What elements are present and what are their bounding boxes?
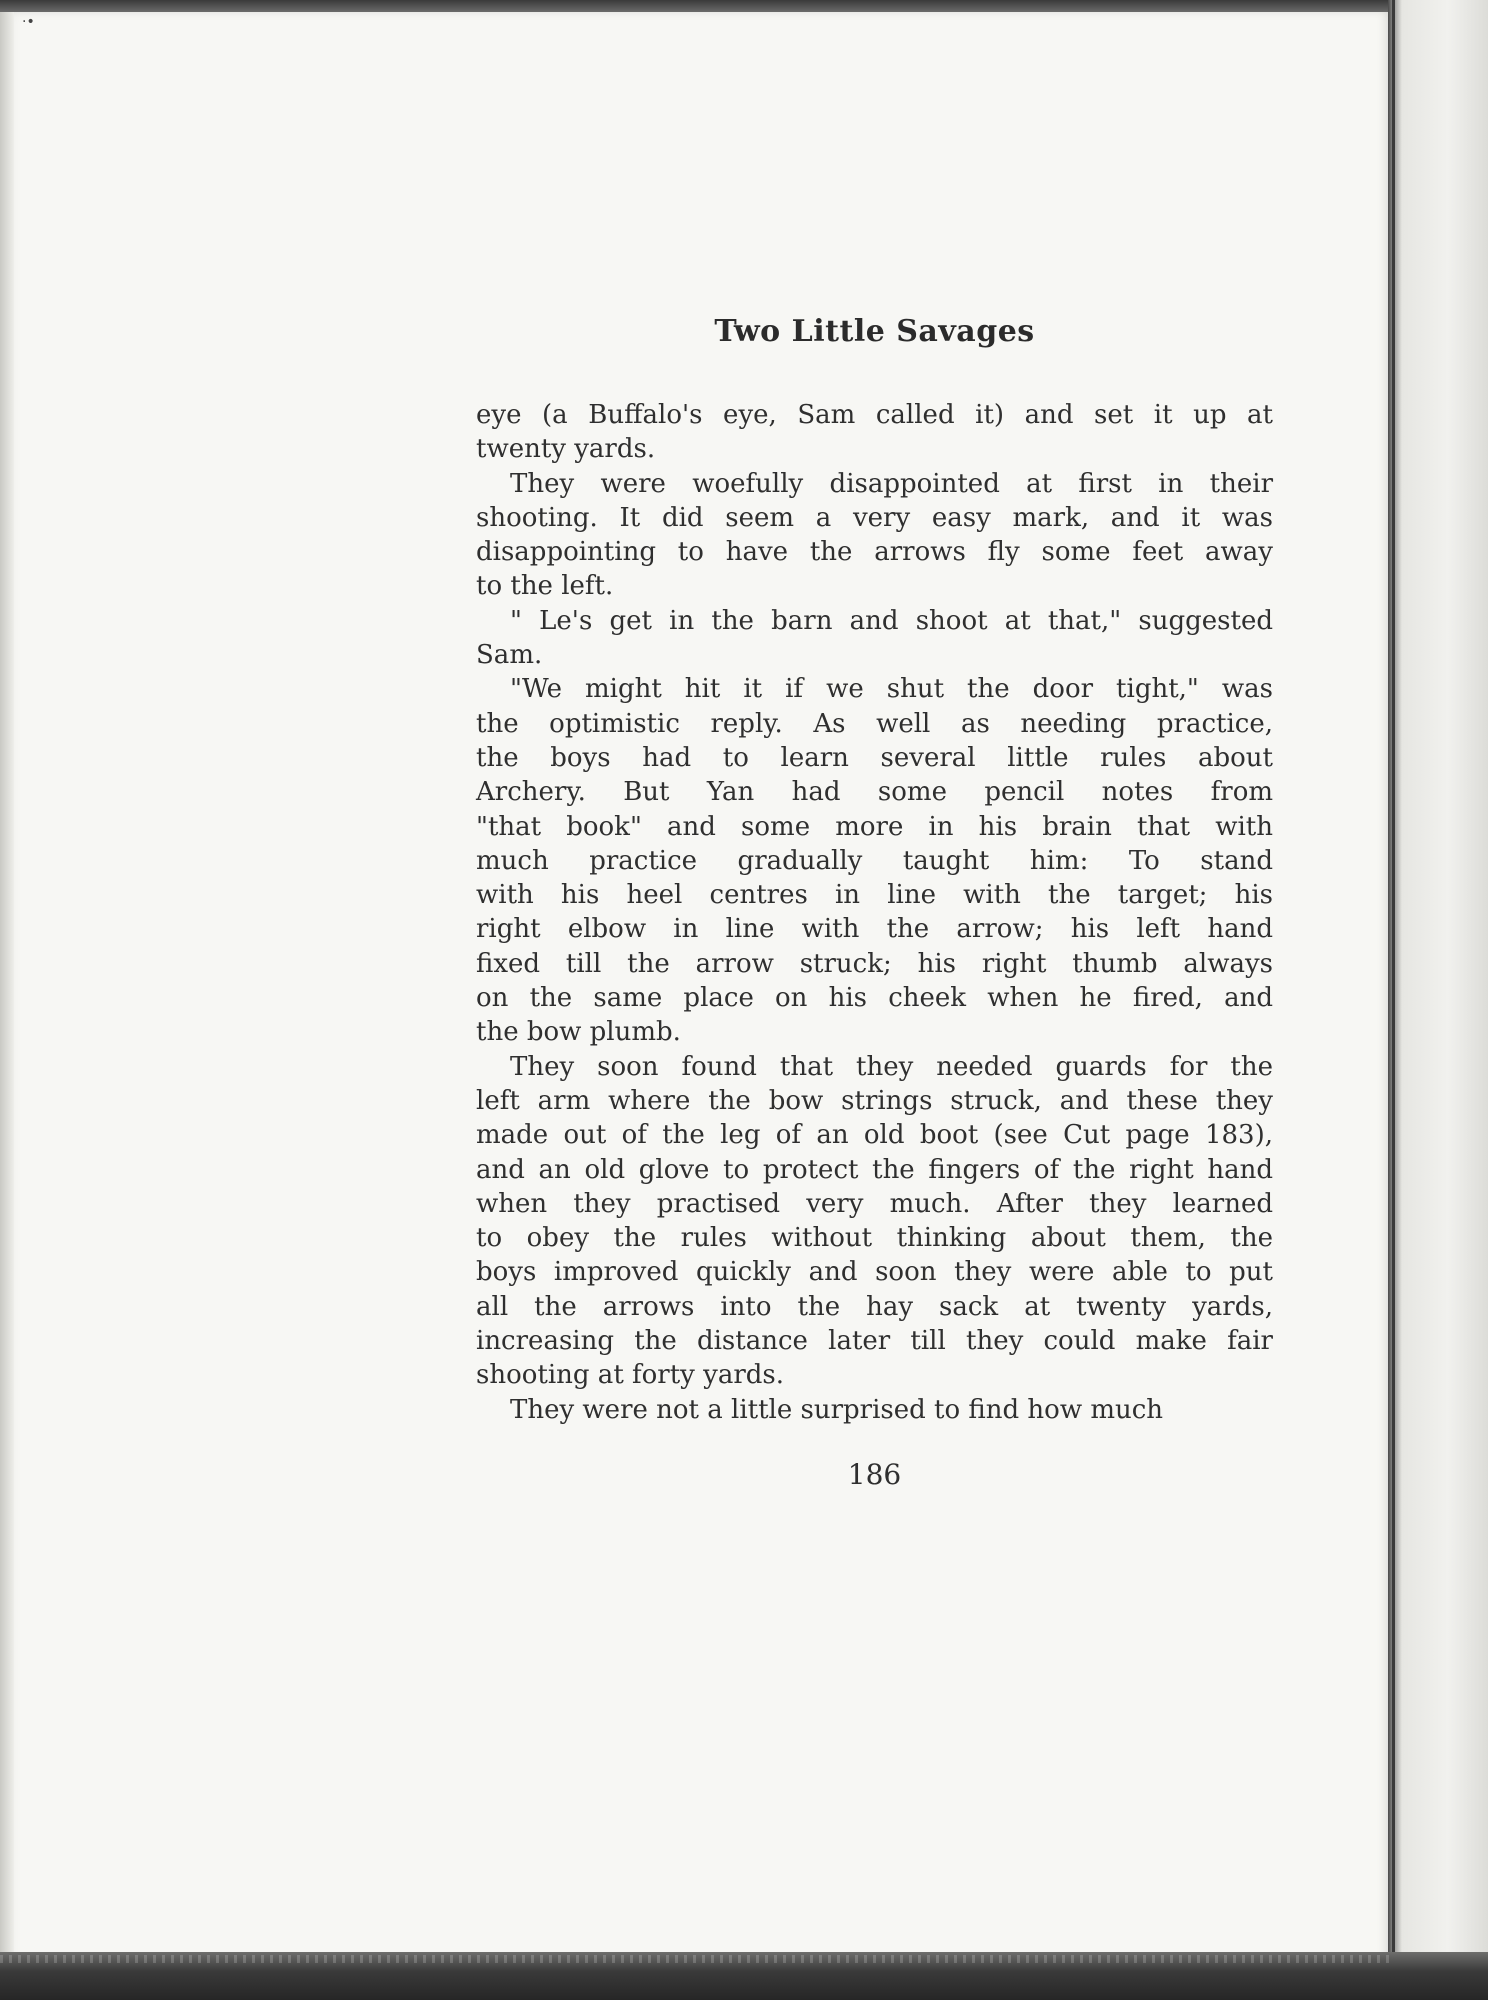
text-line: " Le's get in the barn and shoot at that," suggested	[510, 605, 1273, 636]
scan-corner-mark: ·•	[22, 14, 35, 30]
text-line: the bow plumb.	[476, 1017, 681, 1048]
text-line: "that book" and some more in his brain that with	[476, 811, 1273, 842]
text-line: increasing the distance later till they could make fair	[476, 1326, 1273, 1357]
text-line: the optimistic reply. As well as needing practice,	[476, 708, 1273, 739]
text-line: fixed till the arrow struck; his right thumb always	[476, 948, 1273, 979]
text-line: with his heel centres in line with the target; his	[476, 880, 1273, 911]
scan-bottom-noise	[0, 1955, 1392, 1963]
text-line: all the arrows into the hay sack at twenty yards,	[476, 1291, 1273, 1322]
text-line: when they practised very much. After they learned	[476, 1188, 1273, 1219]
text-line: right elbow in line with the arrow; his left hand	[476, 914, 1273, 945]
page-number: 186	[847, 1458, 902, 1491]
scan-top-edge	[0, 0, 1488, 12]
text-line: Sam.	[476, 640, 543, 671]
text-line: eye (a Buffalo's eye, Sam called it) and set it up at	[476, 400, 1273, 430]
text-line: They were woefully disappointed at first in their	[510, 468, 1273, 499]
text-line: shooting at forty yards.	[476, 1360, 785, 1391]
text-line: on the same place on his cheek when he fired, and	[476, 983, 1273, 1014]
text-line: the boys had to learn several little rules about	[476, 742, 1273, 773]
text-line: Archery. But Yan had some pencil notes from	[476, 777, 1273, 808]
text-line: They were not a little surprised to find how much	[510, 1394, 1164, 1425]
text-line: to obey the rules without thinking about them, the	[476, 1223, 1273, 1254]
text-line: They soon found that they needed guards for the	[510, 1051, 1273, 1082]
text-line: and an old glove to protect the fingers of the right hand	[476, 1154, 1273, 1185]
text-line: twenty yards.	[476, 434, 656, 465]
adjacent-page-edge	[1388, 0, 1488, 2000]
text-line: to the left.	[476, 571, 614, 602]
text-line: disappointing to have the arrows fly some feet away	[476, 537, 1273, 568]
text-line: made out of the leg of an old boot (see Cut page 183),	[476, 1120, 1273, 1151]
body-text	[476, 398, 1273, 1427]
text-line: boys improved quickly and soon they were able to put	[476, 1257, 1273, 1288]
text-line: much practice gradually taught him: To stand	[476, 845, 1273, 876]
text-line: "We might hit it if we shut the door tight," was	[510, 674, 1273, 705]
text-line: shooting. It did seem a very easy mark, and it was	[476, 502, 1273, 533]
page-left-edge	[0, 8, 14, 1968]
text-line: left arm where the bow strings struck, and these they	[476, 1085, 1273, 1116]
running-head: Two Little Savages	[714, 314, 1035, 349]
gutter-line	[1392, 0, 1395, 2000]
